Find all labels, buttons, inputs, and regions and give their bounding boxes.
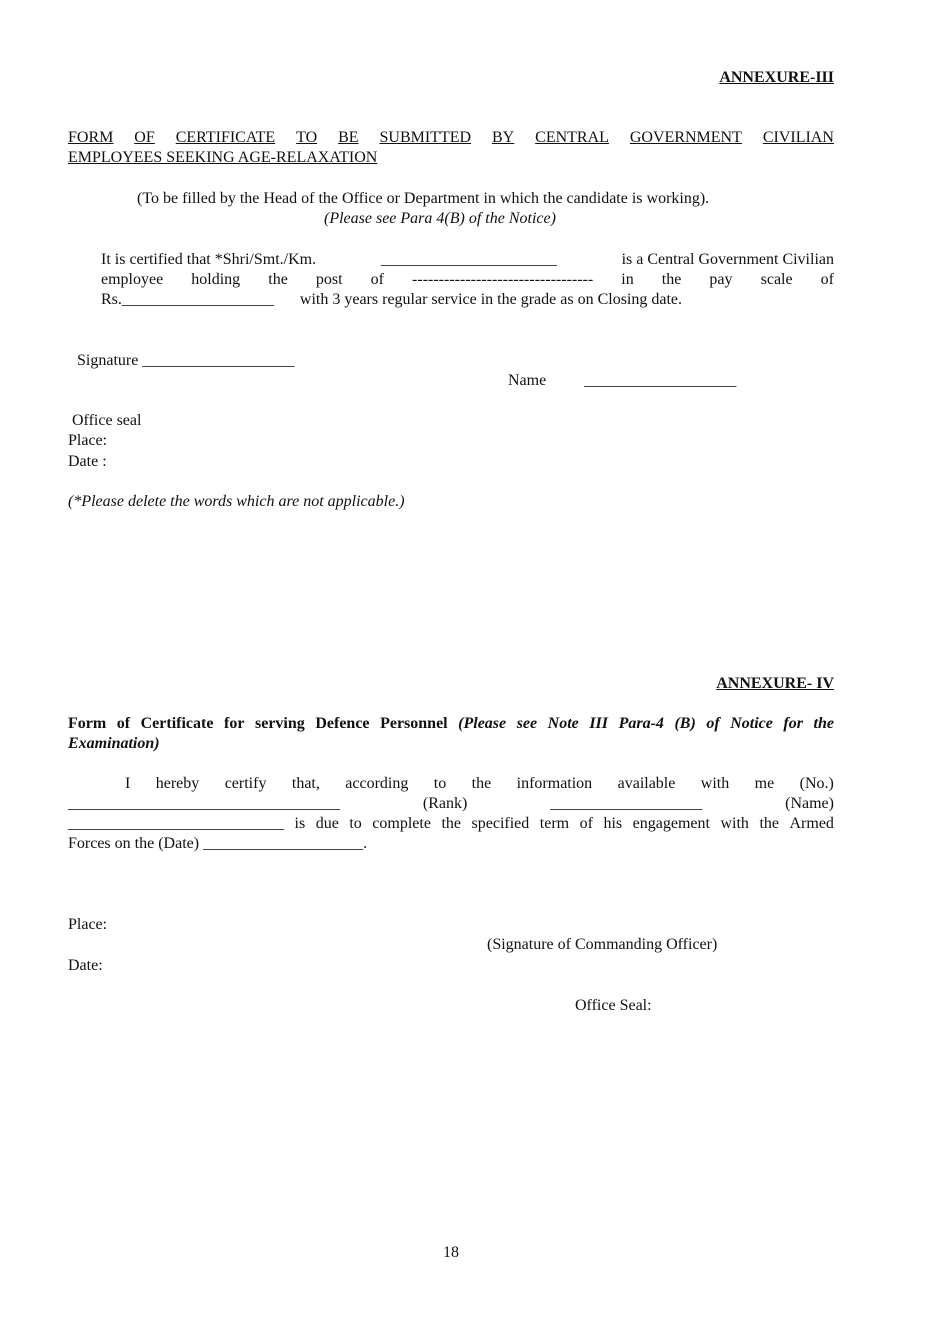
body-word: hereby: [155, 775, 200, 792]
cert-word: post: [315, 271, 343, 288]
body-word: with: [720, 815, 749, 832]
annexure-iv-title-line-2: Examination): [68, 735, 160, 752]
cert-line-3: [101, 290, 834, 310]
title-line-2: EMPLOYEES SEEKING AGE-RELAXATION: [68, 149, 378, 166]
title-italic-word: (Please: [458, 715, 507, 732]
name-blank-field[interactable]: ______________________: [380, 251, 557, 268]
body-word: according: [345, 775, 409, 792]
cert-word: scale: [760, 271, 793, 288]
deletion-note: (*Please delete the words which are not applicable.): [68, 493, 405, 510]
body-word: with: [700, 775, 730, 792]
body-word: engagement: [632, 815, 710, 832]
defence-certificate-body: [68, 774, 834, 854]
cert-word: of: [820, 271, 834, 288]
cert-word: the: [268, 271, 288, 288]
place-label-2: Place:: [68, 916, 108, 933]
date-label-2: Date:: [68, 957, 103, 974]
body-word: the: [441, 815, 461, 832]
title-line-1: [68, 128, 834, 148]
title-word: CENTRAL: [535, 129, 609, 146]
body-word: term: [539, 815, 570, 832]
commanding-officer-signature: (Signature of Commanding Officer): [487, 936, 718, 953]
body-word: of: [579, 815, 593, 832]
body-word: his: [603, 815, 623, 832]
signature-label: Signature: [77, 352, 139, 369]
name-label: Name: [508, 372, 547, 389]
cert-line-2: [101, 270, 834, 290]
body-word: to: [433, 775, 447, 792]
cert-word: pay: [709, 271, 733, 288]
page-number: 18: [443, 1244, 459, 1261]
title-word: Defence: [315, 715, 370, 732]
signature-blank-field[interactable]: ___________________: [142, 352, 295, 369]
cert-word: holding: [191, 271, 241, 288]
body-word: specified: [471, 815, 530, 832]
annexure-iv-title: [68, 714, 834, 734]
body-word: that,: [291, 775, 320, 792]
title-italic-word: (B): [674, 715, 696, 732]
instruction-text: (To be filled by the Head of the Office or Department in which the candidate is working).: [137, 190, 710, 207]
name-blank-field-2[interactable]: ___________________________: [68, 815, 284, 832]
title-italic-word: for: [783, 715, 803, 732]
signature-line: [77, 351, 294, 371]
title-word: GOVERNMENT: [629, 129, 742, 146]
body-word: (No.): [799, 775, 834, 792]
title-italic-word: Note: [547, 715, 579, 732]
cert-line-1-a: It is certified that *Shri/Smt./Km.: [101, 251, 317, 268]
title-word: of: [116, 715, 131, 732]
body-line-2: [68, 794, 834, 814]
title-word: Certificate: [140, 715, 214, 732]
body-word: the: [759, 815, 779, 832]
cert-word: of: [370, 271, 384, 288]
title-word: TO: [296, 129, 318, 146]
certificate-paragraph: [101, 250, 834, 310]
post-blank-field[interactable]: ----------------------------------: [412, 271, 594, 288]
body-word: me: [754, 775, 775, 792]
rank-blank-field[interactable]: ___________________: [550, 795, 703, 812]
title-word: CERTIFICATE: [175, 129, 276, 146]
office-seal-label: Office seal: [72, 412, 142, 429]
name-signature-blank-field[interactable]: ___________________: [584, 372, 737, 389]
pay-scale-blank-field[interactable]: Rs.___________________: [101, 291, 274, 308]
place-label: Place:: [68, 432, 108, 449]
title-word: FORM: [68, 129, 114, 146]
name-line: [508, 371, 736, 391]
title-italic-word: the: [813, 715, 834, 732]
cert-line-1-b: is a Central Government Civilian: [621, 251, 834, 268]
annexure-iv-title-line-1: [68, 714, 834, 734]
body-word: I: [125, 775, 131, 792]
title-word: for: [224, 715, 245, 732]
annexure-iii-heading: ANNEXURE-III: [719, 69, 834, 86]
body-line-4: [68, 834, 834, 854]
office-seal-label-2: Office Seal:: [575, 997, 652, 1014]
date-blank-field[interactable]: Forces on the (Date) ____________________.: [68, 835, 368, 852]
body-word: to: [349, 815, 362, 832]
body-word: information: [516, 775, 593, 792]
para-reference: (Please see Para 4(B) of the Notice): [324, 210, 556, 227]
body-word: complete: [372, 815, 431, 832]
cert-word: the: [661, 271, 682, 288]
body-line-1: [68, 774, 834, 794]
body-word: is: [294, 815, 306, 832]
number-blank-field[interactable]: __________________________________: [68, 795, 340, 812]
body-word: Armed: [789, 815, 834, 832]
cert-word: in: [621, 271, 634, 288]
date-label: Date :: [68, 453, 107, 470]
title-word: SUBMITTED: [379, 129, 472, 146]
body-line-3: [68, 814, 834, 834]
title-word: BY: [491, 129, 515, 146]
title-word: serving: [255, 715, 305, 732]
rank-label: (Rank): [422, 795, 468, 812]
title-word: CIVILIAN: [762, 129, 834, 146]
annexure-iv-heading: ANNEXURE- IV: [716, 675, 834, 692]
title-word: BE: [338, 129, 359, 146]
body-word: certify: [224, 775, 267, 792]
title-italic-word: see: [516, 715, 538, 732]
title-italic-word: of: [706, 715, 720, 732]
cert-line-1: [101, 250, 834, 270]
title-italic-word: III: [589, 715, 609, 732]
annexure-iii-title: [68, 128, 834, 148]
name-label-2: (Name): [785, 795, 834, 812]
cert-word: employee: [101, 271, 164, 288]
title-italic-word: Notice: [730, 715, 773, 732]
body-word: available: [617, 775, 676, 792]
title-word: Personnel: [380, 715, 448, 732]
cert-line-3-b: with 3 years regular service in the grade as on Closing date.: [299, 291, 683, 308]
title-word: OF: [134, 129, 155, 146]
body-word: the: [471, 775, 492, 792]
title-word: Form: [68, 715, 107, 732]
body-word: due: [315, 815, 339, 832]
title-italic-word: Para-4: [618, 715, 664, 732]
